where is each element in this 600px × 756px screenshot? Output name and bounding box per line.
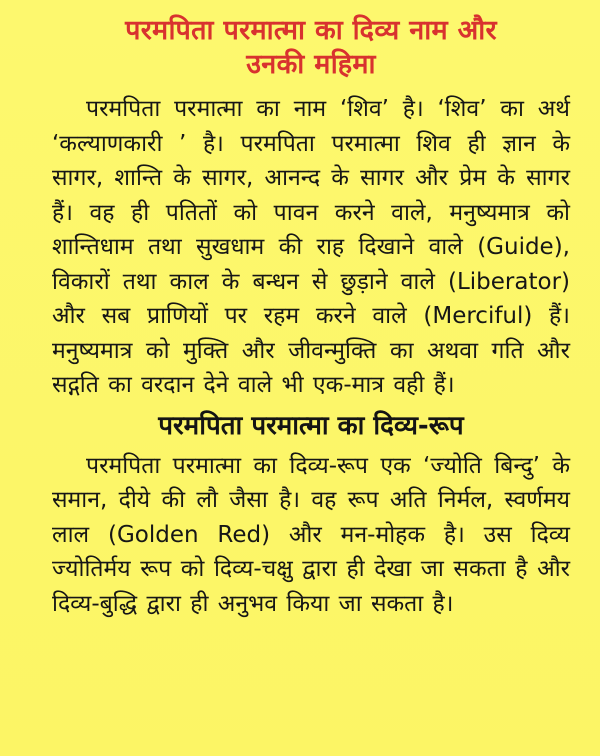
page-title [52,14,570,82]
page-title-line-2: उनकी महिमा [246,49,376,80]
section-title-divine-form: परमपिता परमात्मा का दिव्य-रूप [158,410,464,441]
paragraph-divine-name: परमपिता परमात्मा का नाम ‘शिव’ है। ‘शिव’ का अर्थ ‘कल्याणकारी ’ है। परमपिता परमात्मा शिव ही ज्ञान के सागर, शान्ति के सागर, आनन्द के सागर और प्रेम के सागर हैं। वह ही पतितों को पावन करने वाले, मनुष्यमात्र को शान्तिधाम तथा सुखधाम की राह दिखाने वाले (Guide), विकारों तथा काल के बन्धन से छुड़ाने वाले (Liberator) और सब प्राणियों पर रहम करने वाले (Merciful) हैं। मनुष्यमात्र को मुक्ति और जीवन्मुक्ति का अथवा गति और सद्गति का वरदान देने वाले भी एक-मात्र वही हैं। [52,96,570,398]
page-title-line-1: परमपिता परमात्मा का दिव्य नाम और [125,15,497,46]
paragraph-divine-form: परमपिता परमात्मा का दिव्य-रूप एक ‘ज्योति बिन्दु’ के समान, दीये की लौ जैसा है। वह रूप अति निर्मल, स्वर्णमय लाल (Golden Red) और मन-मोहक है। उस दिव्य ज्योतिर्मय रूप को दिव्य-चक्षु द्वारा ही देखा जा सकता है और दिव्य-बुद्धि द्वारा ही अनुभव किया जा सकता है। [52,452,570,617]
